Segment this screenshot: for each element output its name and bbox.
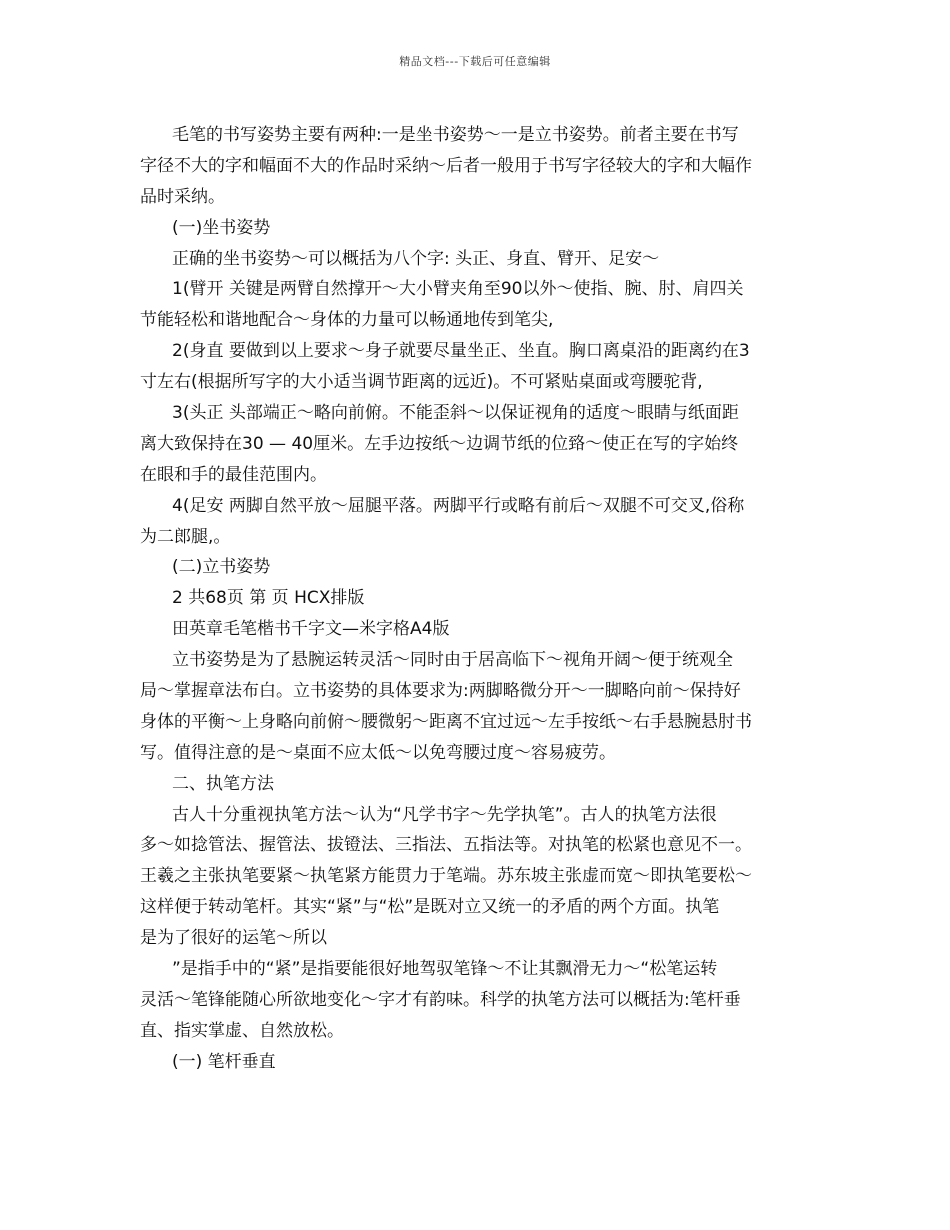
text-line: 品时采纳。 <box>140 186 225 207</box>
text-line: 身体的平衡～上身略向前俯～腰微躬～距离不宜过远～左手按纸～右手悬腕悬肘书 <box>140 711 752 732</box>
text-line: 节能轻松和谐地配合～身体的力量可以畅通地传到笔尖, <box>140 310 554 331</box>
text-line: 田英章毛笔楷书千字文—米字格A4版 <box>172 619 450 640</box>
text-line: 2(身直 要做到以上要求～身子就要尽量坐正、坐直。胸口离桌沿的距离约在3 <box>172 341 750 362</box>
text-line: 为二郎腿,。 <box>140 526 231 547</box>
text-line: 立书姿势是为了悬腕运转灵活～同时由于居高临下～视角开阔～便于统观全 <box>172 650 733 671</box>
text-line: 4(足安 两脚自然平放～屈腿平落。两脚平行或略有前后～双腿不可交叉,俗称 <box>172 495 745 516</box>
text-line: 毛笔的书写姿势主要有两种:一是坐书姿势～一是立书姿势。前者主要在书写 <box>172 125 739 145</box>
text-line: ”是指手中的“紧”是指要能很好地驾驭笔锋～不让其飘滑无力～“松笔运转 <box>172 959 718 980</box>
text-line: 多～如捻管法、握管法、拔镫法、三指法、五指法等。对执笔的松紧也意见不一。 <box>140 835 752 856</box>
text-line: (一)坐书姿势 <box>172 217 271 238</box>
text-line: 正确的坐书姿势～可以概括为八个字: 头正、身直、臂开、足安～ <box>172 248 660 269</box>
text-line: 字径不大的字和幅面不大的作品时采纳～后者一般用于书写字径较大的字和大幅作 <box>140 155 752 176</box>
text-line: 3(头正 头部端正～略向前俯。不能歪斜～以保证视角的适度～眼睛与纸面距 <box>172 403 739 424</box>
text-line: 写。值得注意的是～桌面不应太低～以免弯腰过度～容易疲劳。 <box>140 742 616 763</box>
text-line: 离大致保持在30 — 40厘米。左手边按纸～边调节纸的位臵～使正在写的字始终 <box>140 433 739 454</box>
text-line: 1(臂开 关键是两臂自然撑开～大小臂夹角至90以外～使指、腕、肘、肩四关 <box>172 279 744 300</box>
text-line: 寸左右(根据所写字的大小适当调节距离的远近)。不可紧贴桌面或弯腰驼背, <box>140 372 703 393</box>
text-line: 王羲之主张执笔要紧～执笔紧方能贯力于笔端。苏东坡主张虚而宽～即执笔要松～ <box>140 866 752 887</box>
text-line: 在眼和手的最佳范围内。 <box>140 464 327 485</box>
text-line: (二)立书姿势 <box>172 557 271 578</box>
text-line: 是为了很好的运笔～所以 <box>140 928 327 949</box>
page-header: 精品文档---下载后可任意编辑 <box>399 55 551 68</box>
text-line: 二、执笔方法 <box>172 773 274 794</box>
text-line: 2 共68页 第 页 HCX排版 <box>172 588 365 609</box>
text-line: 直、指实掌虚、自然放松。 <box>140 1020 344 1041</box>
text-line: (一) 笔杆垂直 <box>172 1051 276 1072</box>
text-line: 局～掌握章法布白。立书姿势的具体要求为:两脚略微分开～一脚略向前～保持好 <box>140 681 741 702</box>
document-body <box>140 120 815 1078</box>
text-line: 这样便于转动笔杆。其实“紧”与“松”是既对立又统一的矛盾的两个方面。执笔 <box>140 897 720 918</box>
text-line: 古人十分重视执笔方法～认为“凡学书字～先学执笔”。古人的执笔方法很 <box>172 804 717 825</box>
text-line: 灵活～笔锋能随心所欲地变化～字才有韵味。科学的执笔方法可以概括为:笔杆垂 <box>140 989 741 1010</box>
